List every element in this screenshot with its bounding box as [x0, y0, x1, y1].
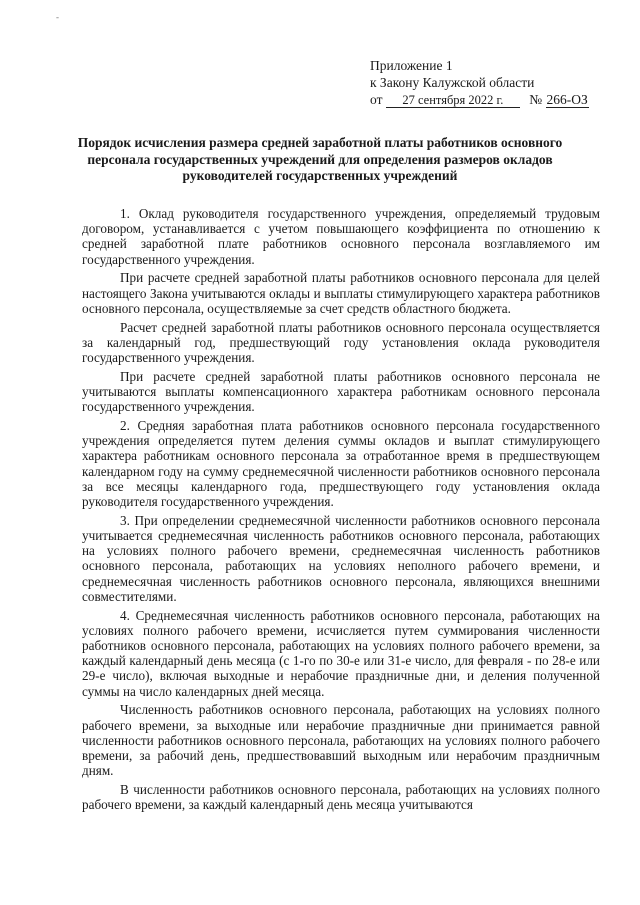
paragraph-2: При расчете средней заработной платы работников основного персонала для целей настоящего Закона учитываются оклады и выплаты стимулирующего характера работников основного персонала, осуществляемые за счет средств областного бюджета. — [82, 270, 600, 316]
paragraph-6: 3. При определении среднемесячной численности работников основного персонала учитывается среднемесячная численность работников основного персонала, работающих на условиях полного рабочего времени, среднемесячная численность работников основного персонала, работающих на условиях неполного рабочего времени, и среднемесячная численность работников основного персонала, являющихся внешними совместителями. — [82, 512, 600, 604]
paragraph-8: Численность работников основного персонала, работающих на условиях полного рабочего времени, за выходные или нерабочие праздничные дни принимается равной численности работников основного персонала, работающих на условиях полного рабочего времени, за рабочий день, предшествовавший выходным или нерабочим праздничным дням. — [82, 702, 600, 779]
appendix-law-reference: к Закону Калужской области — [370, 75, 535, 90]
paragraph-1: 1. Оклад руководителя государственного учреждения, определяемый трудовым договором, устанавливается с учетом повышающего коэффициента по отношению к средней заработной плате работников основного персонала возглавляемого им государственного учреждения. — [82, 206, 600, 267]
paragraph-7: 4. Среднемесячная численность работников основного персонала, работающих на условиях полного рабочего времени, исчисляется путем суммирования численности работников основного персонала, работающих на условиях полного рабочего времени, за каждый календарный день месяца (с 1-го по 30-е или 31-е число, для февраля - по 28-е или 29-е число), включая выходные и нерабочие праздничные дни, и деления полученной суммы на число календарных дней месяца. — [82, 607, 600, 699]
paragraph-5: 2. Средняя заработная плата работников основного персонала государственного учреждения определяется путем деления суммы окладов и выплат стимулирующего характера работникам основного персонала за отработанное время в предшествующем календарном году на сумму среднемесячной численности работников основного персонала за все месяцы календарного года, предшествующего году установления оклада руководителя государственного учреждения. — [82, 418, 600, 510]
paragraph-9: В численности работников основного персонала, работающих на условиях полного рабочего времени, за каждый календарный день месяца учитываются — [82, 782, 600, 813]
document-body — [82, 206, 600, 816]
page-mark: - — [56, 12, 59, 22]
date-from-label: от — [370, 92, 383, 107]
appendix-date-line — [370, 91, 610, 108]
document-title: Порядок исчисления размера средней заработной платы работников основного персонала государственных учреждений для определения размеров окладов руководителей государственных учреждений — [77, 135, 563, 183]
law-number — [529, 91, 589, 108]
law-number-value: 266-ОЗ — [546, 92, 588, 107]
paragraph-3: Расчет средней заработной платы работников основного персонала осуществляется за календарный год, предшествующий году установления оклада руководителя государственного учреждения. — [82, 319, 600, 366]
appendix-title: Приложение 1 — [370, 58, 453, 73]
paragraph-4: При расчете средней заработной платы работников основного персонала не учитываются выплаты компенсационного характера работникам основного персонала государственного учреждения. — [82, 368, 600, 415]
law-date: 27 сентября 2022 г. — [386, 93, 520, 108]
appendix-header — [370, 57, 610, 108]
number-sign: № — [529, 92, 543, 107]
